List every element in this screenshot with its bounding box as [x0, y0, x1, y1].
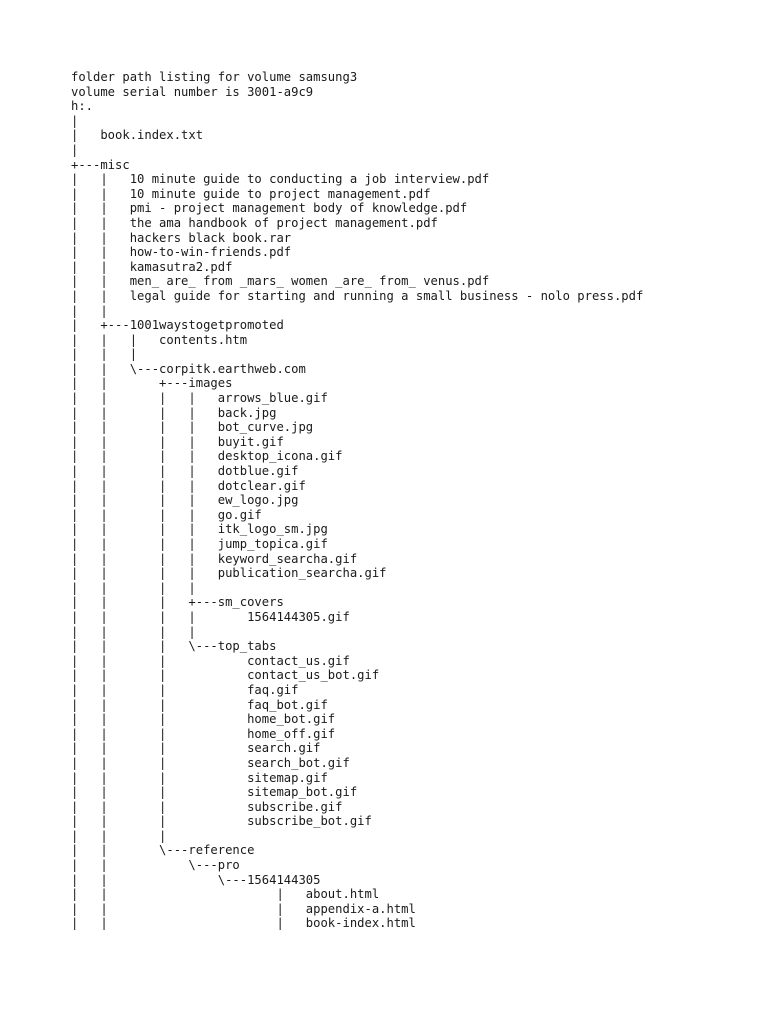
- listing-line: | | | contact_us_bot.gif: [71, 668, 380, 683]
- listing-line: +---misc: [71, 157, 130, 172]
- listing-line: |: [71, 113, 79, 128]
- listing-line: | | \---pro: [71, 858, 240, 873]
- listing-line: | | | | go.gif: [71, 507, 262, 522]
- listing-line: | | | home_off.gif: [71, 726, 336, 741]
- listing-line: | | legal guide for starting and running a small business - nolo press.pdf: [71, 288, 644, 303]
- listing-line: | | 10 minute guide to conducting a job interview.pdf: [71, 172, 490, 187]
- listing-line: | | | subscribe_bot.gif: [71, 814, 372, 829]
- listing-line: | | | faq_bot.gif: [71, 697, 328, 712]
- listing-line: | | \---corpitk.earthweb.com: [71, 361, 306, 376]
- listing-line: | | |: [71, 828, 167, 843]
- listing-line: | | how-to-win-friends.pdf: [71, 245, 292, 260]
- listing-line: | | men_ are_ from _mars_ women _are_ from_ venus.pdf: [71, 274, 490, 289]
- listing-line: | | | | keyword_searcha.gif: [71, 551, 358, 566]
- listing-line: | | +---images: [71, 376, 233, 391]
- listing-line: | | | | itk_logo_sm.jpg: [71, 522, 328, 537]
- listing-line: volume serial number is 3001-a9c9: [71, 84, 314, 99]
- listing-line: | | | |: [71, 580, 196, 595]
- folder-listing: [71, 70, 751, 931]
- listing-line: | | hackers black book.rar: [71, 230, 292, 245]
- listing-line: | | | home_bot.gif: [71, 712, 336, 727]
- listing-line: folder path listing for volume samsung3: [71, 70, 358, 84]
- listing-line: h:.: [71, 99, 94, 114]
- listing-line: | | | subscribe.gif: [71, 799, 343, 814]
- listing-line: | | | contents.htm: [71, 332, 248, 347]
- listing-line: | | | about.html: [71, 887, 380, 902]
- listing-line: | | | appendix-a.html: [71, 901, 416, 916]
- listing-line: | | | | desktop_icona.gif: [71, 449, 343, 464]
- listing-line: | | \---reference: [71, 843, 255, 858]
- listing-line: | | | book-index.html: [71, 916, 416, 931]
- listing-line: | | the ama handbook of project management.pdf: [71, 215, 438, 230]
- listing-line: | | kamasutra2.pdf: [71, 259, 233, 274]
- listing-line: | | | search_bot.gif: [71, 755, 350, 770]
- listing-line: | | | | 1564144305.gif: [71, 609, 350, 624]
- listing-line: | | |: [71, 347, 138, 362]
- listing-line: | | pmi - project management body of knowledge.pdf: [71, 201, 468, 216]
- listing-line: | | | |: [71, 624, 196, 639]
- listing-line: | | | | publication_searcha.gif: [71, 566, 387, 581]
- listing-line: | | 10 minute guide to project management.pdf: [71, 186, 431, 201]
- listing-line: | | | | dotblue.gif: [71, 464, 299, 479]
- listing-line: | | | | ew_logo.jpg: [71, 493, 299, 508]
- listing-line: | | | | bot_curve.jpg: [71, 420, 314, 435]
- listing-line: | | | +---sm_covers: [71, 595, 284, 610]
- listing-line: |: [71, 142, 79, 157]
- listing-line: | | | faq.gif: [71, 682, 299, 697]
- listing-line: | | \---1564144305: [71, 872, 321, 887]
- listing-line: | book.index.txt: [71, 128, 204, 143]
- listing-line: | | | | arrows_blue.gif: [71, 391, 328, 406]
- listing-line: | | | \---top_tabs: [71, 639, 277, 654]
- listing-line: | | | | dotclear.gif: [71, 478, 306, 493]
- listing-line: | | | sitemap.gif: [71, 770, 328, 785]
- listing-line: | | | | buyit.gif: [71, 434, 284, 449]
- listing-line: | | | | jump_topica.gif: [71, 537, 328, 551]
- listing-line: | | | contact_us.gif: [71, 653, 350, 668]
- listing-line: | | | sitemap_bot.gif: [71, 785, 358, 800]
- listing-line: | | | search.gif: [71, 741, 321, 756]
- listing-line: | | | | back.jpg: [71, 405, 277, 420]
- listing-line: | +---1001waystogetpromoted: [71, 318, 284, 333]
- listing-line: | |: [71, 303, 108, 318]
